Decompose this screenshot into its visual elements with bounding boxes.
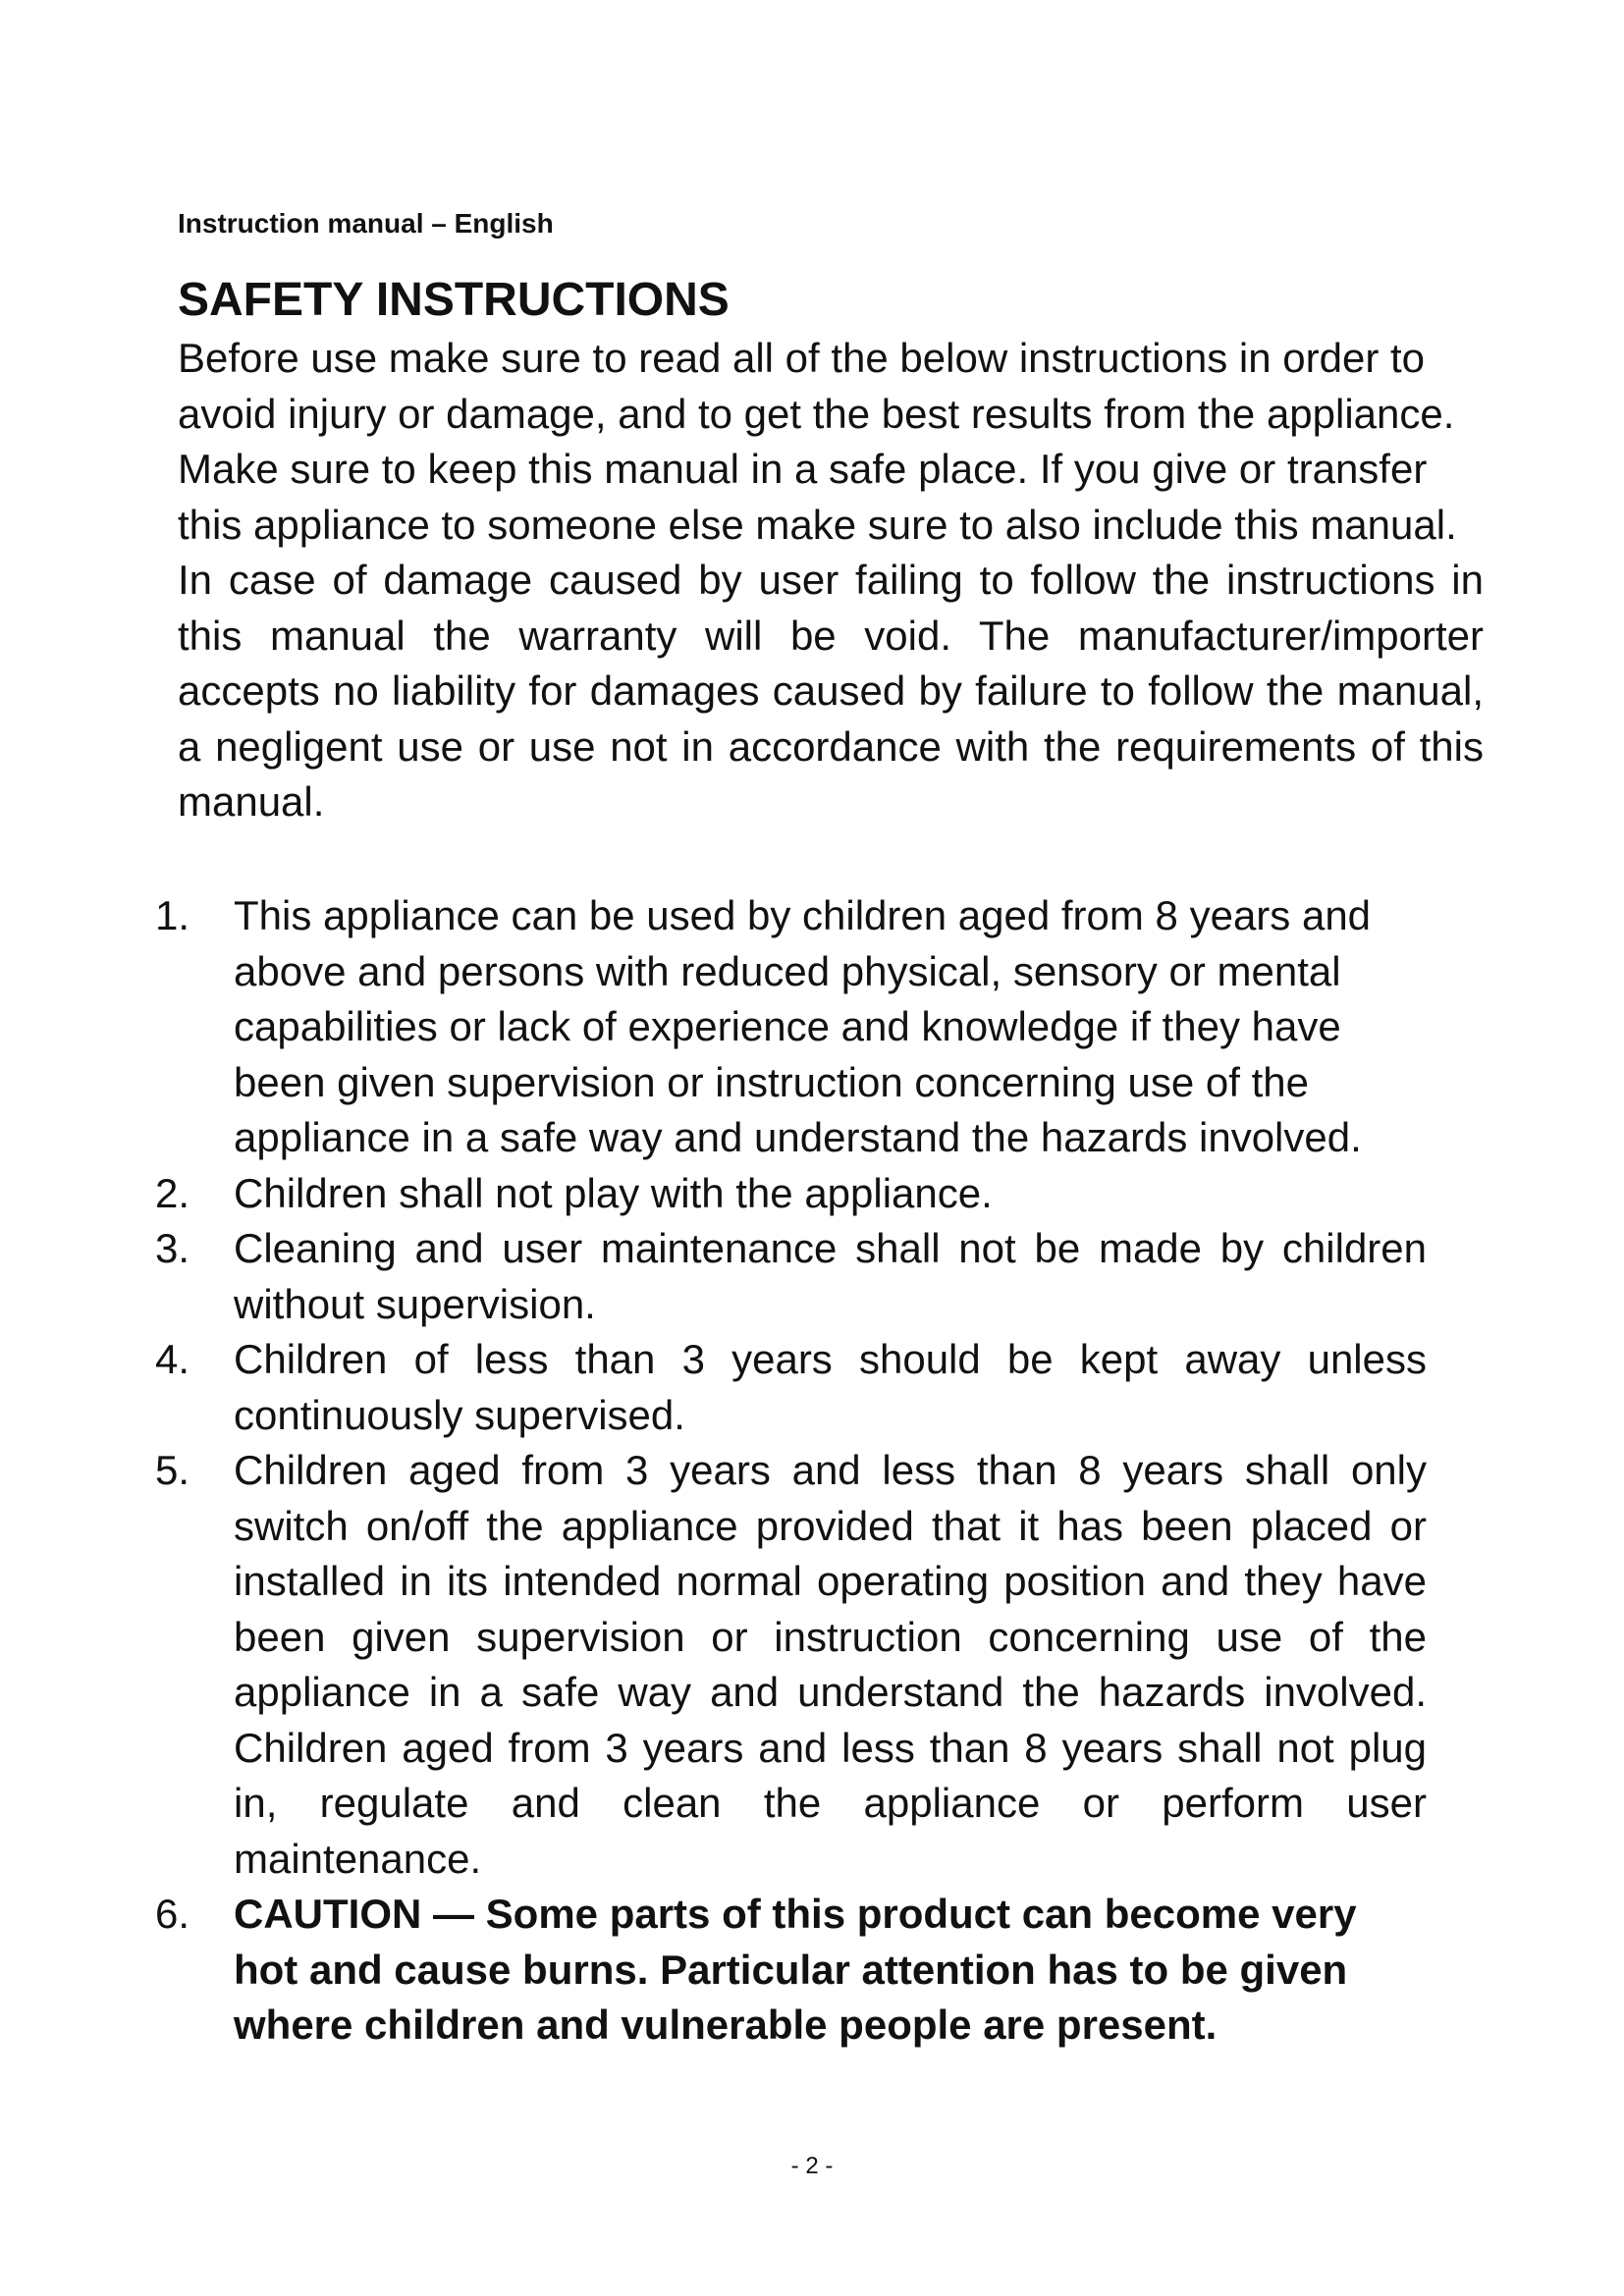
safety-rules-list [155, 888, 1490, 2054]
page-number: - 2 - [790, 2153, 834, 2179]
list-item-text: Children aged from 3 years and less than 8 years shall only switch on/off the appliance provided that it has been placed or installed in its intended normal operating position and they have been given supervision or instruction concerning use of the appliance in a safe way and understand the hazards involved. Children aged from 3 years and less than 8 years shall not plug in, regulate and clean the appliance or perform user maintenance. [234, 1447, 1427, 1882]
list-item-text: Children of less than 3 years should be kept away unless continuously supervised. [234, 1336, 1427, 1438]
list-item-text: This appliance can be used by children aged from 8 years and above and persons with reduced physical, sensory or mental capabilities or lack of experience and knowledge if they have been given supervision or instruction concerning use of the appliance in a safe way and understand the hazards involved. [234, 892, 1372, 1160]
list-item [155, 1443, 1490, 1887]
list-item [155, 1332, 1490, 1443]
list-item-number: 6. [155, 1891, 190, 1937]
document-header: Instruction manual – English [178, 208, 554, 239]
list-item-number: 5. [155, 1447, 190, 1493]
list-item [155, 1221, 1490, 1332]
intro-paragraph: Before use make sure to read all of the below instructions in order to avoid injury or damage, and to get the best results from the appliance. Make sure to keep this manual in a safe place. If you give or transfer this appliance to someone else make sure to also include this manual. [178, 335, 1457, 548]
list-item-number: 2. [155, 1169, 190, 1216]
caution-text: CAUTION — Some parts of this product can become very hot and cause burns. Particular attention has to be given where children and vulnerable people are present. [234, 1891, 1357, 2048]
list-item-text: Cleaning and user maintenance shall not be made by children without supervision. [234, 1225, 1427, 1327]
list-item [155, 1166, 1490, 1222]
list-item-text: Children shall not play with the appliance. [234, 1169, 993, 1216]
list-item [155, 888, 1490, 1166]
list-item-number: 3. [155, 1225, 190, 1271]
caution-item [155, 1887, 1490, 2054]
list-item-number: 1. [155, 892, 190, 938]
list-item-number: 4. [155, 1336, 190, 1382]
warranty-paragraph: In case of damage caused by user failing to follow the instructions in this manual the warranty will be void. The manufacturer/importer accepts no liability for damages caused by failure to follow the manual, a negligent use or use not in accordance with the requirements of this manual. [178, 557, 1484, 825]
intro-block [178, 331, 1484, 830]
section-title: SAFETY INSTRUCTIONS [178, 274, 730, 326]
